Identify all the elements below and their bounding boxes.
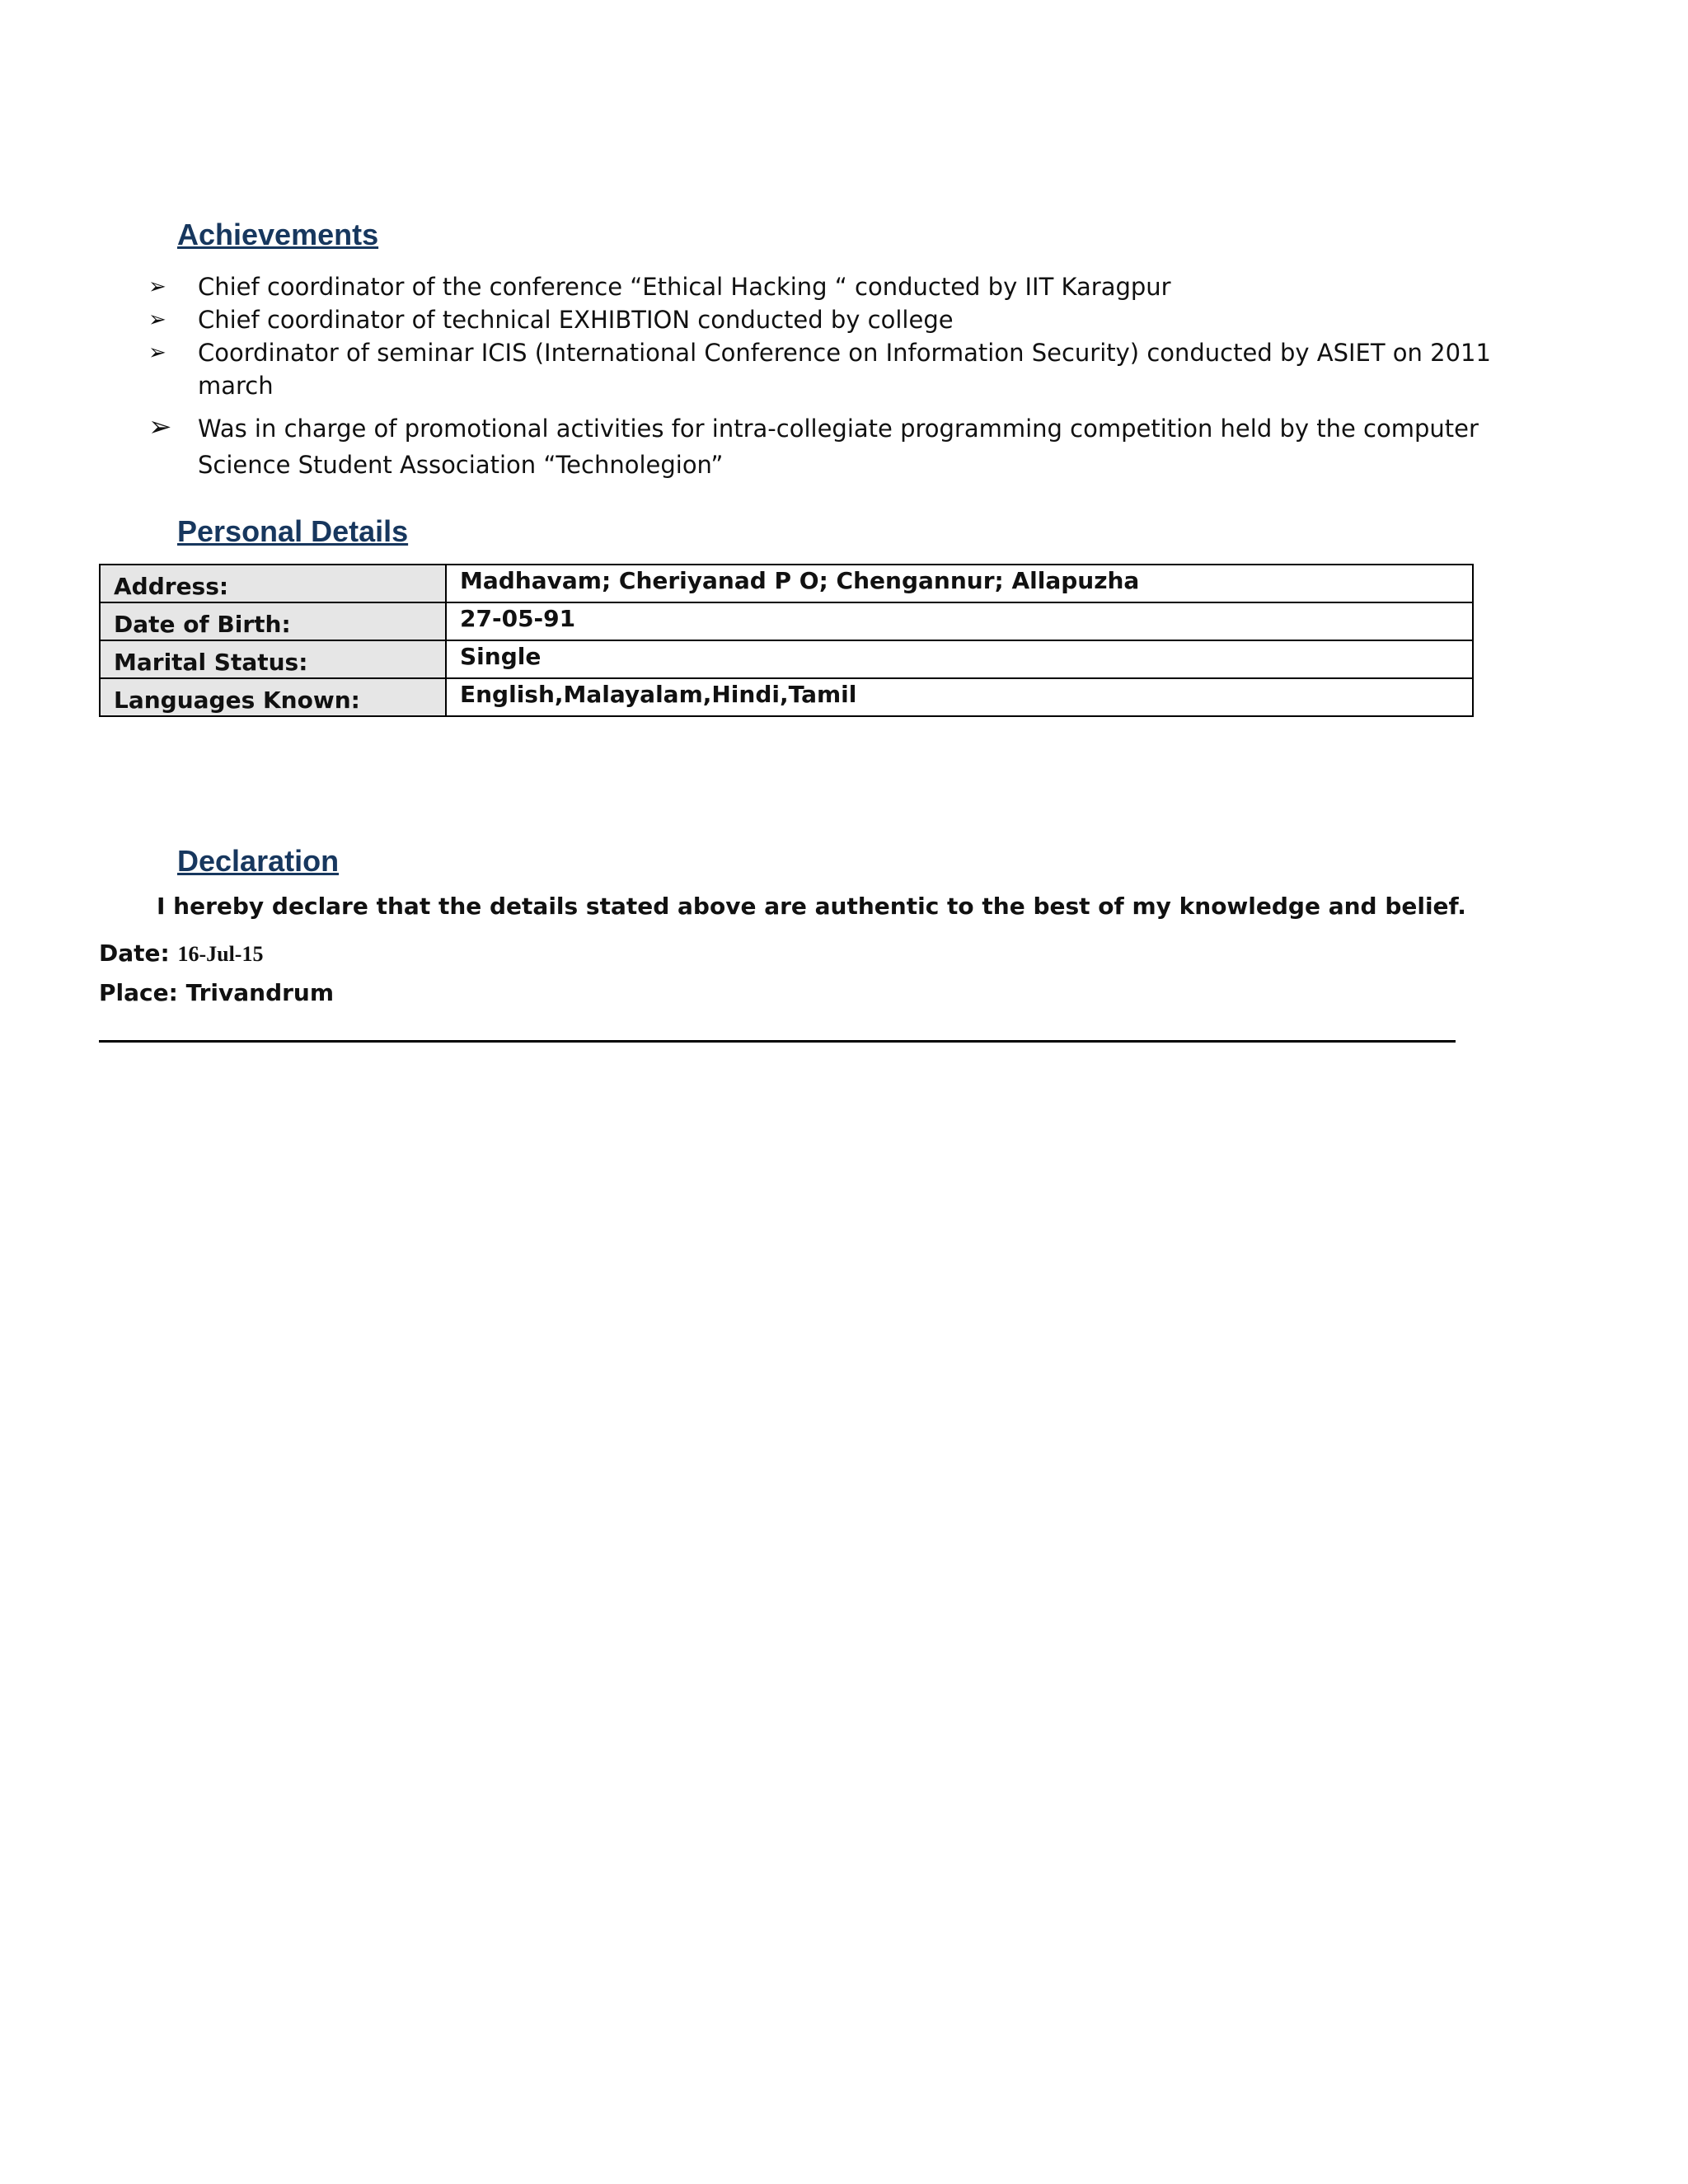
- arrow-bullet-icon: ➢: [148, 274, 166, 299]
- place-line: [99, 979, 334, 1006]
- table-row: [100, 678, 1473, 716]
- achievement-text: Coordinator of seminar ICIS (International Conference on Information Security) conducted by ASIET on 2011 march: [198, 339, 1491, 400]
- achievement-text: Was in charge of promotional activities for intra-collegiate programming competition held by the computer Science Student Association “Technolegion”: [198, 415, 1479, 479]
- table-row: [100, 565, 1473, 602]
- place-value: Trivandrum: [185, 979, 335, 1006]
- signature-rule: [99, 1040, 1456, 1043]
- arrow-bullet-icon: ➢: [148, 340, 166, 365]
- personal-details-heading: Personal Details: [177, 514, 409, 548]
- list-item: [148, 303, 1566, 336]
- declaration-text: I hereby declare that the details stated above are authentic to the best of my knowledge and belief.: [157, 893, 1466, 920]
- dob-value: 27-05-91: [446, 602, 1473, 640]
- list-item: [148, 270, 1566, 303]
- dob-label: Date of Birth:: [100, 602, 446, 640]
- table-row: [100, 640, 1473, 678]
- achievements-list: [148, 270, 1566, 483]
- date-line: [99, 940, 263, 967]
- arrow-bullet-icon: ➢: [148, 307, 166, 332]
- achievement-text: Chief coordinator of the conference “Ethical Hacking “ conducted by IIT Karagpur: [198, 273, 1171, 301]
- address-value: Madhavam; Cheriyanad P O; Chengannur; Allapuzha: [446, 565, 1473, 602]
- table-row: [100, 602, 1473, 640]
- arrow-bullet-icon: ➢: [148, 410, 172, 443]
- achievement-text: Chief coordinator of technical EXHIBTION conducted by college: [198, 306, 954, 334]
- marital-status-label: Marital Status:: [100, 640, 446, 678]
- languages-label: Languages Known:: [100, 678, 446, 716]
- place-label: Place:: [99, 979, 178, 1006]
- achievements-heading: Achievements: [177, 218, 379, 251]
- personal-details-table: [99, 564, 1474, 717]
- list-item: [148, 410, 1566, 483]
- languages-value: English,Malayalam,Hindi,Tamil: [446, 678, 1473, 716]
- list-item: [148, 336, 1566, 402]
- date-label: Date:: [99, 940, 170, 967]
- date-value: 16-Jul-15: [177, 942, 264, 966]
- marital-status-value: Single: [446, 640, 1473, 678]
- address-label: Address:: [100, 565, 446, 602]
- declaration-heading: Declaration: [177, 844, 340, 878]
